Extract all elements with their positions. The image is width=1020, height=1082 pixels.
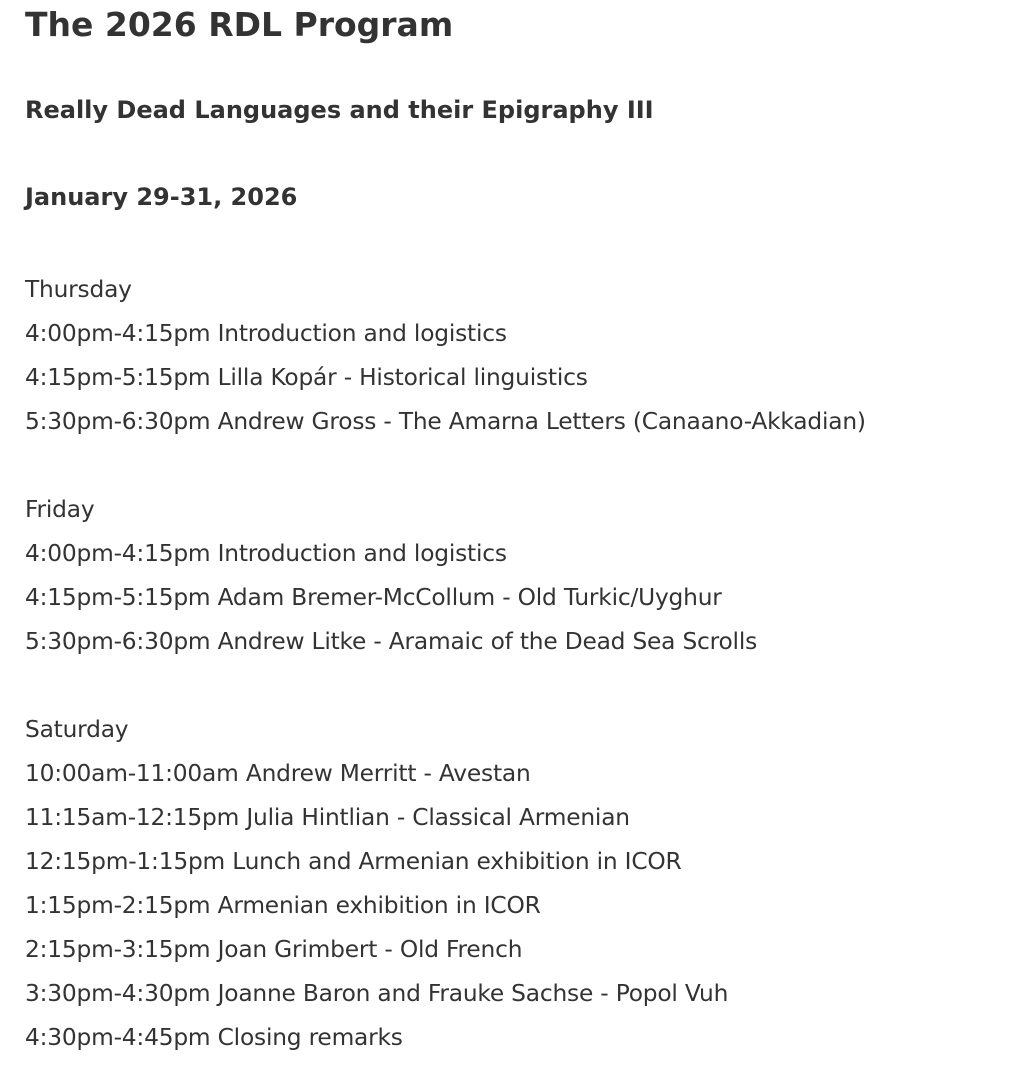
session-line: 1:15pm-2:15pm Armenian exhibition in ICOR xyxy=(25,892,541,919)
session-line: 4:30pm-4:45pm Closing remarks xyxy=(25,1024,403,1051)
day-heading: Saturday xyxy=(25,716,129,743)
page-title: The 2026 RDL Program xyxy=(25,5,454,44)
session-line: 5:30pm-6:30pm Andrew Gross - The Amarna Letters (Canaano-Akkadian) xyxy=(25,408,866,435)
session-line: 3:30pm-4:30pm Joanne Baron and Frauke Sachse - Popol Vuh xyxy=(25,980,729,1007)
session-line: 10:00am-11:00am Andrew Merritt - Avestan xyxy=(25,760,531,787)
day-schedule-friday xyxy=(25,488,757,664)
event-subtitle: Really Dead Languages and their Epigraphy III xyxy=(25,96,654,124)
session-line: 11:15am-12:15pm Julia Hintlian - Classical Armenian xyxy=(25,804,630,831)
day-heading: Thursday xyxy=(25,276,132,303)
session-line: 12:15pm-1:15pm Lunch and Armenian exhibition in ICOR xyxy=(25,848,682,875)
session-line: 4:15pm-5:15pm Adam Bremer-McCollum - Old Turkic/Uyghur xyxy=(25,584,722,611)
session-line: 4:00pm-4:15pm Introduction and logistics xyxy=(25,540,507,567)
session-line: 4:15pm-5:15pm Lilla Kopár - Historical linguistics xyxy=(25,364,588,391)
session-line: 2:15pm-3:15pm Joan Grimbert - Old French xyxy=(25,936,523,963)
day-schedule-saturday xyxy=(25,708,728,1060)
session-line: 4:00pm-4:15pm Introduction and logistics xyxy=(25,320,507,347)
day-schedule-thursday xyxy=(25,268,866,444)
session-line: 5:30pm-6:30pm Andrew Litke - Aramaic of the Dead Sea Scrolls xyxy=(25,628,758,655)
day-heading: Friday xyxy=(25,496,95,523)
event-dates: January 29-31, 2026 xyxy=(25,183,298,211)
